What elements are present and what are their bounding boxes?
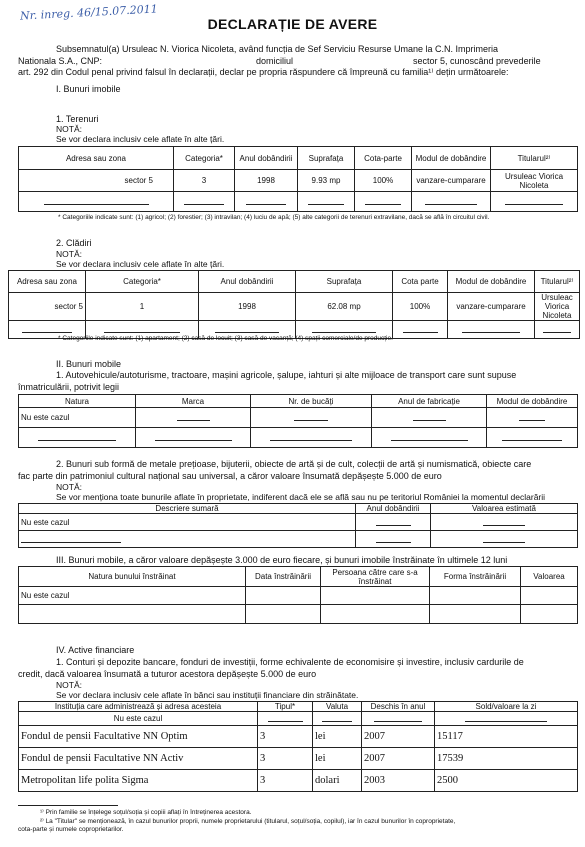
col-anul: Anul dobândirii [199,271,296,293]
col-anul: Anul dobândirii [356,504,431,514]
conturi-text [18,657,578,680]
conturi-nota-text: Se vor declara inclusiv cele aflate în bănci sau instituții financiare din străinătate. [56,690,359,700]
page-title: DECLARAȚIE DE AVERE [207,16,378,32]
cell-sold: 15117 [435,726,578,748]
autovehicule-text [18,370,578,393]
cell-titular: Ursuleac Viorica Nicoleta [491,170,578,192]
cell-suprafata: 9.93 mp [298,170,355,192]
footnote-2: ²⁾ La "Titular" se menționează, în cazul bunurilor proprii, numele proprietarului (titularul, soțul/soția, copilul), iar în cazul bunurilor în coproprietate, [40,818,456,825]
table-row [19,712,578,726]
cell-valuta: dolari [313,770,362,792]
col-natura: Natura bunului înstrăinat [19,567,246,587]
cell-cota: 100% [393,293,448,321]
cladiri-nota-text: Se vor declara inclusiv cele aflate în alte țări. [56,259,225,269]
bunuri-pretioase-text [18,459,578,482]
cell-titular: Ursuleac Viorica Nicoleta [535,293,580,321]
intro-cnp: Nationala S.A., CNP: [18,55,103,66]
col-descriere: Descriere sumară [19,504,356,514]
cell-tipul: 3 [258,726,313,748]
autovehicule-table [18,394,578,448]
col-anul: Anul dobândirii [235,147,298,170]
col-titular: Titularul²⁾ [535,271,580,293]
intro-line-2 [18,56,578,68]
terenuri-footnote: * Categoriile indicate sunt: (1) agricol; (2) forestier; (3) intravilan; (4) luciu de apă; (5) alte categorii de terenuri extravilane, dacă se află în circuitul civil. [58,214,490,221]
conturi-line-2: credit, dacă valoarea însumată a tuturor acestora depășește 5.000 de euro [18,668,317,679]
table-row [19,428,578,448]
bunuri-line-2: fac parte din patrimoniul cultural național sau universal, a căror valoare însumată depășește 5.000 de euro [18,470,442,481]
cell-adresa: sector 5 [19,170,174,192]
cell-suprafata: 62.08 mp [296,293,393,321]
section-1-heading: I. Bunuri imobile [56,84,121,94]
cladiri-heading: 2. Clădiri [56,238,92,248]
cell-natura: Nu este cazul [19,587,246,605]
cell-sold: 17539 [435,748,578,770]
col-cota: Cota parte [393,271,448,293]
col-suprafata: Suprafața [296,271,393,293]
cladiri-footnote: * Categoriile indicate sunt: (1) apartament; (2) casă de locuit; (3) casă de vacanță; (4) spații comerciale/de producție. [58,335,393,342]
cell-sold: 2500 [435,770,578,792]
terenuri-nota-text: Se vor declara inclusiv cele aflate în alte țări. [56,134,225,144]
bunuri-nota-text: Se vor menționa toate bunurile aflate în proprietate, indiferent dacă ele se află sau nu pe teritoriul României la momentul declarării [56,492,546,502]
col-valoare: Valoarea estimată [431,504,578,514]
col-mod: Modul de dobândire [487,395,578,408]
intro-sector: sector 5, cunoscând prevederile [413,55,541,66]
intro-line-1: Subsemnatul(a) Ursuleac N. Viorica Nicoleta, având funcția de Sef Serviciu Resurse Umane la C.N. Imprimeria [56,44,499,54]
col-adresa: Adresa sau zona [9,271,86,293]
col-categoria: Categoria* [86,271,199,293]
cell-tipul: 3 [258,770,313,792]
col-institutia: Instituția care administrează și adresa acesteia [19,702,258,712]
col-deschis: Deschis în anul [362,702,435,712]
cell-anul: 1998 [235,170,298,192]
table-row [9,293,580,321]
autovehicule-line-2: înmatriculării, potrivit legii [18,381,120,392]
table-row [19,531,578,548]
table-row [19,408,578,428]
col-adresa: Adresa sau zona [19,147,174,170]
bunuri-line-1: 2. Bunuri sub formă de metale prețioase, bijuterii, obiecte de artă și de cult, colecții de artă și numismatică, obiecte care [56,459,532,469]
footnote-1: ¹⁾ Prin familie se înțelege soțul/soția și copiii aflați în întreținerea acestora. [40,809,252,816]
table-row [19,192,578,212]
cell-categoria: 1 [86,293,199,321]
col-cota: Cota-parte [355,147,412,170]
cell-institutia: Fondul de pensii Facultative NN Optim [19,726,258,748]
cell-natura: Nu este cazul [19,408,136,428]
col-mod: Modul de dobândire [448,271,535,293]
cell-deschis: 2003 [362,770,435,792]
section-4-heading: IV. Active financiare [56,645,135,655]
table-row [19,726,578,748]
cell-mod: vanzare-cumparare [448,293,535,321]
cell-valuta: lei [313,748,362,770]
col-tipul: Tipul* [258,702,313,712]
col-valoarea: Valoarea [521,567,578,587]
col-categoria: Categoria* [174,147,235,170]
table-row [19,605,578,624]
terenuri-heading: 1. Terenuri [56,114,99,124]
footnote-2-cont: cota-parte și numele coproprietarilor. [18,826,124,833]
col-valuta: Valuta [313,702,362,712]
cell-mod: vanzare-cumparare [412,170,491,192]
col-marca: Marca [136,395,251,408]
footnote-divider [18,805,118,806]
cell-adresa: sector 5 [9,293,86,321]
col-nr: Nr. de bucăți [251,395,372,408]
table-row [19,748,578,770]
bunuri-nota: NOTĂ: [56,482,82,492]
intro-domiciliu: domiciliul [256,55,294,66]
conturi-nota: NOTĂ: [56,680,82,690]
cell-valuta: lei [313,726,362,748]
col-forma: Forma înstrăinării [430,567,521,587]
active-financiare-table [18,701,578,792]
section-2-heading: II. Bunuri mobile [56,359,122,369]
col-an: Anul de fabricație [372,395,487,408]
instrainate-table [18,566,578,624]
table-row [19,770,578,792]
intro-line-3: art. 292 din Codul penal privind falsul în declarații, declar pe propria răspundere că împreună cu familia¹⁾ dețin următoarele: [18,67,509,77]
conturi-line-1: 1. Conturi și depozite bancare, fonduri de investiții, forme echivalente de economisire și investire, inclusiv cardurile de [56,657,524,667]
cell-cota: 100% [355,170,412,192]
section-3-heading: III. Bunuri mobile, a căror valoare depășește 3.000 de euro fiecare, și bunuri imobile înstrăinate în ultimele 12 luni [56,555,508,565]
bunuri-table [18,503,578,548]
registration-number-handwritten: Nr. inreg. 46/15.07.2011 [19,2,159,23]
table-row [19,587,578,605]
cell-institutia: Fondul de pensii Facultative NN Activ [19,748,258,770]
col-persoana: Persoana către care s-a înstrăinat [321,567,430,587]
autovehicule-line-1: 1. Autovehicule/autoturisme, tractoare, mașini agricole, șalupe, iahturi și alte mijloace de transport care sunt supuse [56,370,517,380]
col-suprafata: Suprafața [298,147,355,170]
cell-deschis: 2007 [362,726,435,748]
cell-anul: 1998 [199,293,296,321]
cell-institutia: Nu este cazul [19,712,258,726]
col-data: Data înstrăinării [246,567,321,587]
terenuri-nota: NOTĂ: [56,124,82,134]
cladiri-nota: NOTĂ: [56,249,82,259]
table-row [19,514,578,531]
cell-tipul: 3 [258,748,313,770]
cladiri-table [8,270,580,339]
table-row [19,170,578,192]
cell-descriere: Nu este cazul [19,514,356,531]
col-sold: Sold/valoare la zi [435,702,578,712]
col-mod: Modul de dobândire [412,147,491,170]
cell-deschis: 2007 [362,748,435,770]
intro-paragraph [18,44,578,79]
cell-institutia: Metropolitan life polita Sigma [19,770,258,792]
terenuri-table [18,146,578,212]
col-titular: Titularul²⁾ [491,147,578,170]
cell-categoria: 3 [174,170,235,192]
col-natura: Natura [19,395,136,408]
